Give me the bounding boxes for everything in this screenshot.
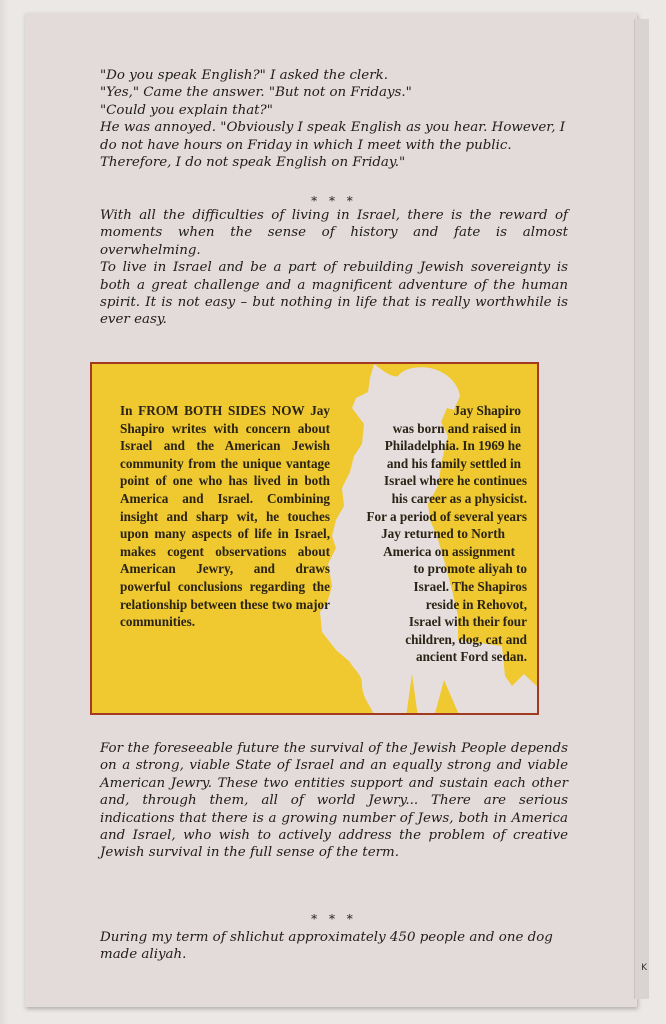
book-description: In FROM BOTH SIDES NOW Jay Shapiro writes with concern about Israel and the American Jewish community from the unique vantage point of one who has lived in both America and Israel. Combining insight and sharp wit, he touches upon many aspects of life in Israel, makes cogent observations about American Jewry, and draws powerful conclusions regarding the relationship between these two major communities. xyxy=(120,403,330,630)
author-bio xyxy=(339,402,527,666)
dialogue-block xyxy=(100,67,568,171)
section-separator: * * * xyxy=(311,194,357,208)
author-bio-line: Israel. The Shapiros xyxy=(413,578,527,594)
book-back-cover xyxy=(25,13,647,1007)
author-bio-line: his career as a physicist. xyxy=(391,490,527,506)
survival-paragraph: For the foreseeable future the survival of the Jewish People depends on a strong, viable State of Israel and an equally strong and viable American Jewry. These two entities support and sustain each other and, through them, all of world Jewry... There are serious indications that there is a growing number of Jews, both in America and Israel, who wish to actively address the problem of creative Jewish survival in the full sense of the term. xyxy=(100,741,568,861)
closing-paragraph: During my term of shlichut approximately 450 people and one dog made aliyah. xyxy=(100,930,553,963)
section-separator: * * * xyxy=(311,912,357,926)
dialogue-line: He was annoyed. "Obviously I speak English as you hear. However, I do not have hours on Friday in which I meet with the public. Therefore, I do not speak English on Friday." xyxy=(100,120,566,171)
author-promo-box xyxy=(90,362,539,715)
author-bio-line: reside in Rehovot, xyxy=(425,596,527,612)
dialogue-line: "Yes," Came the answer. "But not on Fridays." xyxy=(100,85,412,101)
author-bio-line: Philadelphia. In 1969 he xyxy=(384,438,521,454)
author-bio-line: ancient Ford sedan. xyxy=(416,649,527,665)
author-bio-line: America on assignment xyxy=(383,543,515,559)
dialogue-line: "Do you speak English?" I asked the clerk. xyxy=(100,68,389,83)
author-bio-line: For a period of several years xyxy=(366,508,527,524)
author-bio-line: Israel with their four xyxy=(408,614,527,630)
author-bio-line: to promote aliyah to xyxy=(413,561,527,577)
reflection-paragraph: To live in Israel and be a part of rebuilding Jewish sovereignty is both a great challenge and a magnificent adventure of the human spirit. It is not easy – but nothing in life that is really worthwhile is ever easy. xyxy=(100,260,568,328)
author-bio-line: and his family settled in xyxy=(386,455,521,471)
reflection-paragraph: With all the difficulties of living in Israel, there is the reward of moments when the sense of history and fate is almost overwhelming. xyxy=(100,208,568,258)
reflection-block xyxy=(100,207,568,329)
author-bio-line: children, dog, cat and xyxy=(405,631,527,647)
author-bio-line: Jay Shapiro xyxy=(453,403,521,418)
book-spine-edge xyxy=(634,19,649,999)
dialogue-line: "Could you explain that?" xyxy=(100,102,273,118)
author-bio-line: was born and raised in xyxy=(392,420,521,436)
spine-mark: K xyxy=(641,963,647,973)
author-bio-line: Israel where he continues xyxy=(384,473,527,489)
author-bio-line: Jay returned to North xyxy=(381,526,505,542)
